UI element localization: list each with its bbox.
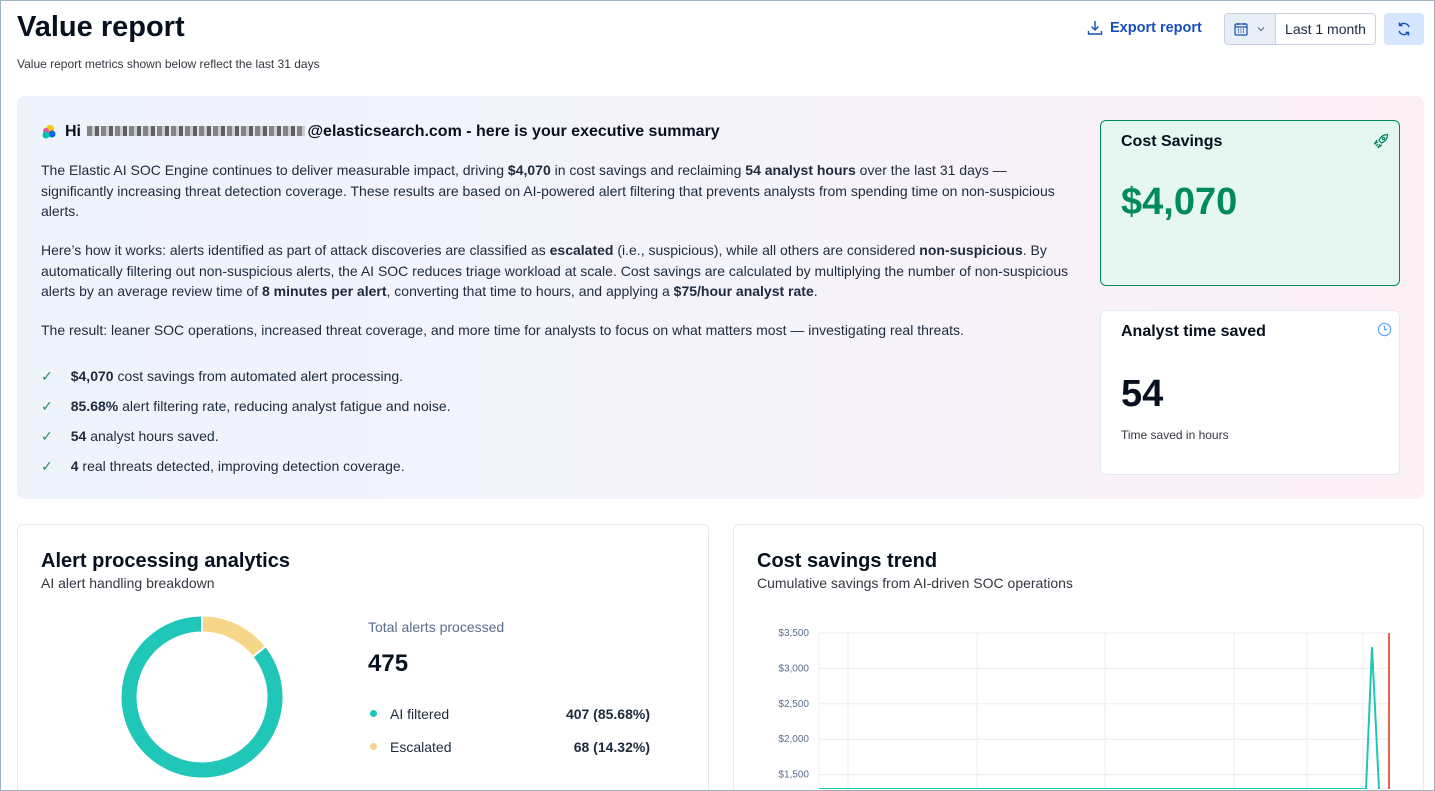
legend-dot — [370, 743, 377, 750]
date-range-label[interactable]: Last 1 month — [1285, 21, 1366, 37]
highlight-item: ✓ 54 analyst hours saved. — [41, 427, 219, 444]
chevron-down-icon — [1256, 24, 1266, 34]
highlight-item: ✓ 85.68% alert filtering rate, reducing analyst fatigue and noise. — [41, 397, 451, 414]
y-tick-label: $1,500 — [778, 769, 809, 781]
y-tick-label: $3,500 — [778, 628, 809, 639]
check-icon: ✓ — [41, 397, 53, 414]
analyst-time-value: 54 — [1121, 373, 1164, 415]
trend-panel-subtitle: Cumulative savings from AI-driven SOC operations — [757, 575, 1073, 591]
cost-savings-value: $4,070 — [1121, 181, 1238, 223]
analyst-time-card — [1100, 310, 1400, 475]
trend-panel-title: Cost savings trend — [757, 550, 938, 572]
cost-trend-chart — [741, 621, 1421, 789]
refresh-button[interactable] — [1384, 13, 1424, 45]
quick-select-button[interactable] — [1225, 14, 1276, 44]
calendar-icon — [1234, 22, 1248, 36]
alert-panel-title: Alert processing analytics — [41, 550, 290, 572]
summary-paragraph-1: The Elastic AI SOC Engine continues to deliver measurable impact, driving $4,070 in cost savings and reclaiming 54 analyst hours over the last 31 days — significantly increasing threat detection coverage. These results are based on AI-powered alert filtering that prevents analysts from spending time on non-suspicious alerts. — [41, 162, 1055, 219]
export-report-button[interactable] — [1087, 20, 1202, 36]
y-tick-label: $3,000 — [778, 663, 809, 675]
date-picker[interactable] — [1224, 13, 1376, 45]
legend-dot — [370, 710, 377, 717]
clock-icon — [1377, 322, 1392, 337]
alert-processing-panel — [17, 524, 709, 790]
check-icon: ✓ — [41, 457, 53, 474]
refresh-icon — [1396, 21, 1412, 37]
highlight-item: ✓ 4 real threats detected, improving detection coverage. — [41, 457, 405, 474]
highlight-item: ✓ $4,070 cost savings from automated alert processing. — [41, 367, 404, 384]
alerts-donut-chart — [121, 616, 283, 778]
legend-item-ai-filtered: AI filtered 407 (85.68%) — [370, 697, 650, 730]
elastic-logo-icon — [41, 124, 57, 140]
redacted-name — [87, 126, 305, 136]
donut-slice-escalated[interactable] — [202, 624, 259, 652]
cost-savings-card — [1100, 120, 1400, 286]
plot-area — [819, 633, 1389, 789]
export-report-label: Export report — [1110, 20, 1202, 36]
rocket-icon — [1373, 133, 1389, 149]
page-subtitle: Value report metrics shown below reflect the last 31 days — [17, 57, 320, 71]
donut-legend — [370, 697, 650, 763]
download-icon — [1087, 20, 1103, 36]
total-alerts-value: 475 — [368, 650, 409, 677]
legend-item-escalated: Escalated 68 (14.32%) — [370, 730, 650, 763]
analyst-time-title: Analyst time saved — [1121, 323, 1266, 340]
alert-panel-subtitle: AI alert handling breakdown — [41, 575, 215, 591]
check-icon: ✓ — [41, 427, 53, 444]
summary-paragraph-3: The result: leaner SOC operations, increased threat coverage, and more time for analysts to focus on what matters most — investigating real threats. — [41, 322, 964, 338]
analyst-time-caption: Time saved in hours — [1121, 428, 1229, 442]
cost-savings-title: Cost Savings — [1121, 133, 1223, 150]
summary-highlights — [41, 361, 451, 481]
total-alerts-label: Total alerts processed — [368, 619, 505, 635]
summary-greeting: Hi @elasticsearch.com - here is your executive summary — [41, 123, 720, 141]
check-icon: ✓ — [41, 367, 53, 384]
page-title: Value report — [17, 11, 185, 43]
y-tick-label: $2,000 — [778, 734, 809, 746]
y-tick-label: $2,500 — [778, 698, 809, 710]
summary-paragraph-2: Here’s how it works: alerts identified as part of attack discoveries are classified as escalated (i.e., suspicious), while all others are considered non-suspicious. By automatically filtering out non-suspicious alerts, the AI SOC reduces triage workload at scale. Cost savings are calculated by multiplying the number of non-suspicious alerts by an average review time of 8 minutes per alert, converting that time to hours, and applying a $75/hour analyst rate. — [41, 242, 1069, 299]
